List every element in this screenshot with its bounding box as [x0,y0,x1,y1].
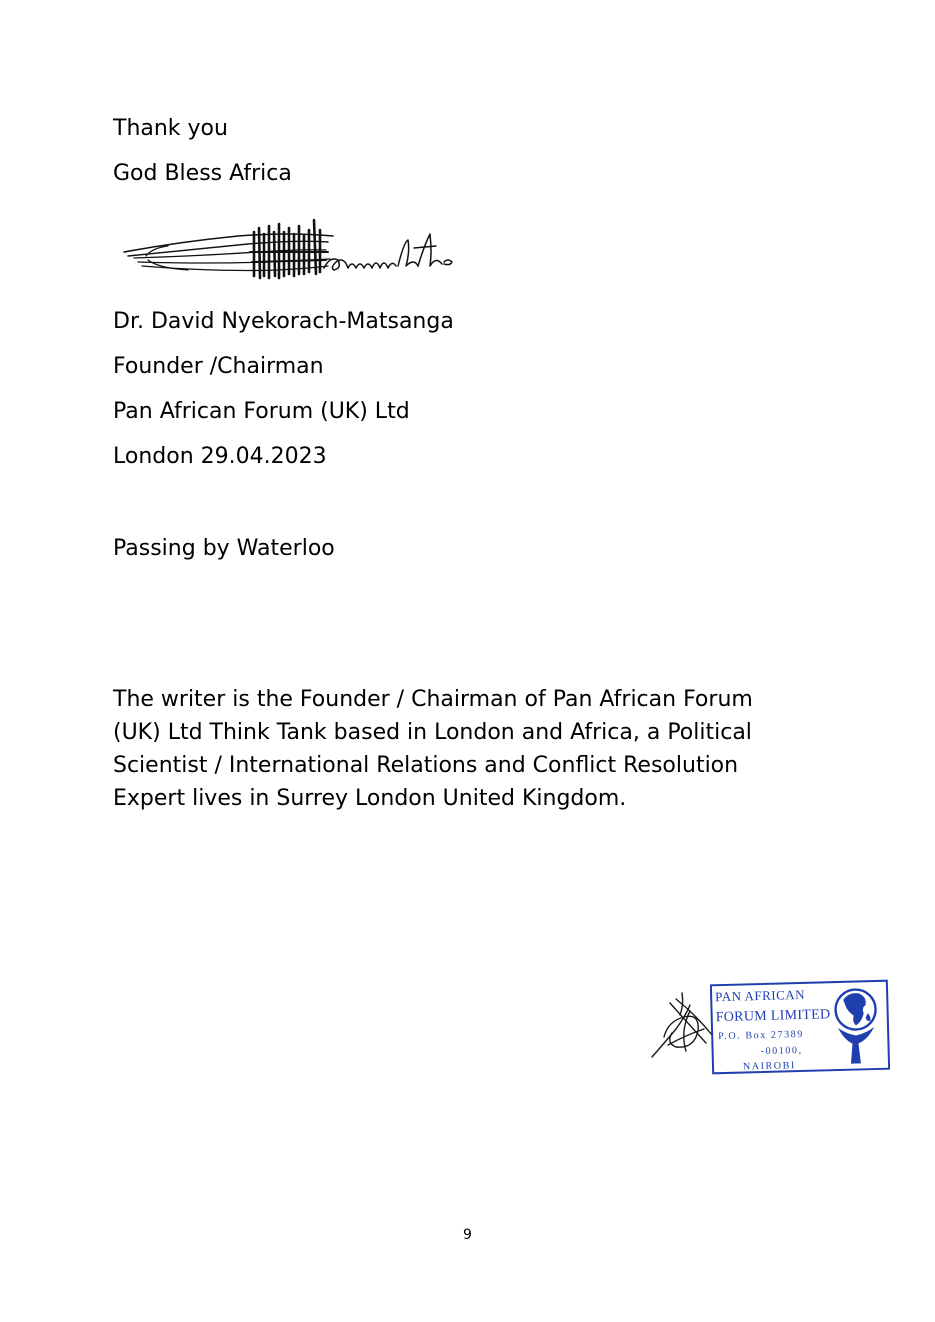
stamp-line-5: NAIROBI [742,1060,797,1073]
closing-thanks: Thank you [113,116,228,141]
bio-line: Scientist / International Relations and Conflict Resolution [113,753,739,778]
closing-blessing: God Bless Africa [113,161,292,186]
organization-stamp [710,979,890,1075]
stamp-line-1: PAN AFRICAN [714,986,806,1005]
bio-line: Expert lives in Surrey London United Kingdom. [113,786,627,811]
handwritten-signature [118,212,478,287]
stamp-line-4: -00100, [760,1044,803,1058]
page-number: 9 [463,1227,472,1243]
signatory-organization: Pan African Forum (UK) Ltd [113,399,410,424]
bio-line: (UK) Ltd Think Tank based in London and Africa, a Political [113,720,752,745]
bio-line: The writer is the Founder / Chairman of Pan African Forum [113,687,753,712]
stamp-area [646,976,896,1086]
signatory-place-date: London 29.04.2023 [113,444,327,469]
stamp-line-3: P.O. Box 27389 [718,1028,805,1043]
postscript-text: Passing by Waterloo [113,536,335,561]
signatory-name: Dr. David Nyekorach-Matsanga [113,309,454,334]
stamp-signature [646,991,718,1061]
globe-logo-icon [835,989,877,1064]
author-bio [113,683,803,815]
stamp-line-2: FORUM LIMITED [715,1007,831,1026]
signatory-role: Founder /Chairman [113,354,324,379]
